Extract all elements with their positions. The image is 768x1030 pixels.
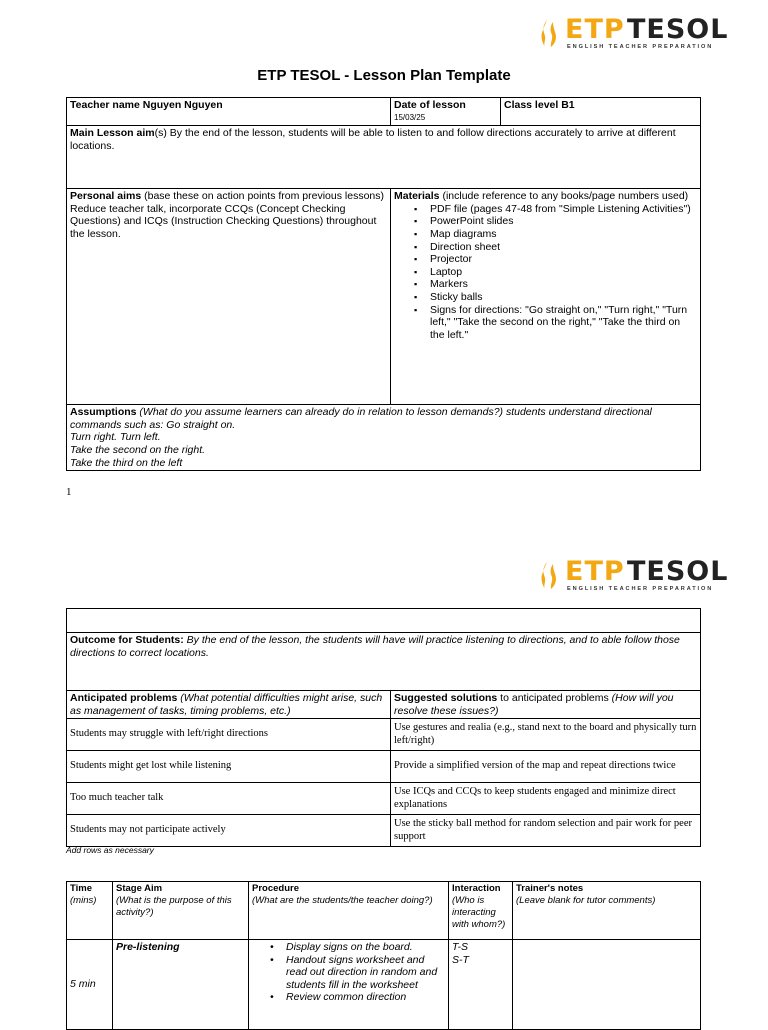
table-row bbox=[67, 783, 701, 815]
time-header bbox=[67, 882, 113, 940]
interaction-value: T-S bbox=[452, 941, 468, 953]
class-level-cell bbox=[501, 98, 701, 126]
etp-tesol-logo bbox=[541, 556, 729, 592]
personal-aims-note: (base these on action points from previous lessons) bbox=[141, 190, 384, 203]
problems-label: Anticipated problems bbox=[70, 692, 178, 704]
outcome-table bbox=[66, 608, 701, 847]
interaction-header-label: Interaction bbox=[452, 883, 501, 894]
blank-header-cell bbox=[67, 609, 701, 633]
interaction-header bbox=[449, 882, 513, 940]
materials-list bbox=[394, 203, 697, 342]
date-value: 15/03/25 bbox=[394, 112, 426, 122]
list-item: ▪ PowerPoint slides bbox=[394, 215, 697, 228]
problems-header bbox=[67, 691, 391, 719]
class-level-value: B1 bbox=[558, 99, 575, 111]
main-aim-cell bbox=[67, 126, 701, 189]
trainer-notes-header bbox=[513, 882, 701, 940]
flame-icon bbox=[541, 18, 561, 48]
main-aim-text: (s) By the end of the lesson, students will be able to listen to and follow directions accurately to arrive at different locations. bbox=[70, 127, 676, 152]
problem-cell: Students might get lost while listening bbox=[67, 751, 391, 783]
list-item: • Display signs on the board. bbox=[252, 941, 445, 954]
solution-cell: Use the sticky ball method for random selection and pair work for peer support bbox=[391, 815, 701, 847]
problems-note: (What potential difficulties might arise, such as management of tasks, timing problems, etc.) bbox=[70, 692, 383, 717]
teacher-name-label: Teacher name bbox=[70, 99, 140, 111]
logo-brand-left: ETP bbox=[565, 14, 625, 45]
assumptions-label: Assumptions bbox=[70, 406, 137, 419]
problem-cell: Too much teacher talk bbox=[67, 783, 391, 815]
list-item: ▪ Sticky balls bbox=[394, 291, 697, 304]
procedure-header bbox=[249, 882, 449, 940]
interaction-header-note: (Who is interacting with whom?) bbox=[452, 895, 506, 930]
list-item: ▪ Direction sheet bbox=[394, 241, 697, 254]
stage-cell: Pre-listening bbox=[113, 940, 249, 1030]
logo-brand-right: TESOL bbox=[627, 556, 729, 587]
solution-cell: Provide a simplified version of the map and repeat directions twice bbox=[391, 751, 701, 783]
materials-cell bbox=[391, 189, 701, 405]
list-item: ▪ Markers bbox=[394, 278, 697, 291]
list-item: ▪ Signs for directions: "Go straight on," "Turn right," "Turn left," "Take the second on the right," "Take the third on the left." bbox=[394, 304, 697, 342]
assumptions-cell bbox=[67, 405, 701, 471]
date-label: Date of lesson bbox=[394, 99, 466, 111]
interaction-value: S-T bbox=[452, 953, 469, 966]
assumptions-line: Turn right. Turn left. bbox=[70, 431, 161, 444]
personal-aims-cell bbox=[67, 189, 391, 405]
logo-brand-right: TESOL bbox=[627, 14, 729, 45]
solution-cell: Use gestures and realia (e.g., stand next to the board and physically turn left/right) bbox=[391, 719, 701, 751]
solutions-note: (How will you resolve these issues?) bbox=[394, 692, 674, 717]
assumptions-line: Take the second on the right. bbox=[70, 443, 206, 456]
assumptions-text: (What do you assume learners can already do in relation to lesson demands?) students understand directional commands such as: Go straight on. bbox=[70, 406, 652, 431]
logo-tagline: ENGLISH TEACHER PREPARATION bbox=[567, 586, 714, 592]
solutions-mid: to anticipated problems bbox=[497, 692, 612, 704]
list-item: ▪ Projector bbox=[394, 253, 697, 266]
solutions-label: Suggested solutions bbox=[394, 692, 498, 704]
class-level-label: Class level bbox=[504, 99, 559, 111]
trainer-notes-note: (Leave blank for tutor comments) bbox=[516, 895, 656, 906]
table-row bbox=[67, 719, 701, 751]
stage-header-note: (What is the purpose of this activity?) bbox=[116, 895, 232, 918]
solutions-header bbox=[391, 691, 701, 719]
table-row bbox=[67, 815, 701, 847]
document-title: ETP TESOL - Lesson Plan Template bbox=[257, 67, 511, 84]
table-row bbox=[67, 751, 701, 783]
procedure-cell bbox=[249, 940, 449, 1030]
trainer-notes-cell bbox=[513, 940, 701, 1030]
assumptions-line: Take the third on the left bbox=[70, 456, 183, 469]
materials-label: Materials bbox=[394, 190, 440, 203]
stage-header-label: Stage Aim bbox=[116, 883, 163, 894]
etp-tesol-logo bbox=[541, 14, 729, 50]
list-item: • Handout signs worksheet and read out direction in random and students fill in the worksheet bbox=[252, 954, 445, 992]
logo-tagline: ENGLISH TEACHER PREPARATION bbox=[567, 44, 714, 50]
list-item: • Review common direction bbox=[252, 991, 445, 1004]
teacher-name-cell bbox=[67, 98, 391, 126]
add-rows-note: Add rows as necessary bbox=[66, 845, 154, 855]
main-aim-label: Main Lesson aim bbox=[70, 127, 155, 140]
list-item: ▪ Map diagrams bbox=[394, 228, 697, 241]
time-header-note: (mins) bbox=[70, 895, 97, 906]
teacher-name-value: Nguyen Nguyen bbox=[139, 99, 223, 111]
procedure-header-label: Procedure bbox=[252, 883, 299, 894]
personal-aims-text: Reduce teacher talk, incorporate CCQs (Concept Checking Questions) and ICQs (Instruction Checking Questions) throughout the lesson. bbox=[70, 202, 377, 240]
solution-cell: Use ICQs and CCQs to keep students engaged and minimize direct explanations bbox=[391, 783, 701, 815]
procedure-table bbox=[66, 881, 701, 1030]
table-row bbox=[67, 940, 701, 1030]
trainer-notes-label: Trainer's notes bbox=[516, 883, 584, 894]
outcome-text: By the end of the lesson, the students will have will practice listening to directions, and to able follow those directions to correct locations. bbox=[70, 634, 680, 659]
date-cell bbox=[391, 98, 501, 126]
problem-cell: Students may not participate actively bbox=[67, 815, 391, 847]
logo-brand-left: ETP bbox=[565, 556, 625, 587]
problem-cell: Students may struggle with left/right directions bbox=[67, 719, 391, 751]
time-header-label: Time bbox=[70, 883, 93, 894]
materials-note: (include reference to any books/page numbers used) bbox=[439, 190, 689, 203]
procedure-steps bbox=[252, 941, 445, 1004]
personal-aims-label: Personal aims bbox=[70, 190, 142, 203]
list-item: ▪ Laptop bbox=[394, 266, 697, 279]
outcome-label: Outcome for Students: bbox=[70, 634, 184, 646]
flame-icon bbox=[541, 560, 561, 590]
outcome-cell bbox=[67, 633, 701, 691]
page-number: 1 bbox=[66, 486, 72, 498]
interaction-cell bbox=[449, 940, 513, 1030]
stage-header bbox=[113, 882, 249, 940]
lesson-info-table bbox=[66, 97, 701, 471]
list-item: ▪ PDF file (pages 47-48 from "Simple Listening Activities") bbox=[394, 203, 697, 216]
procedure-header-note: (What are the students/the teacher doing?) bbox=[252, 895, 433, 906]
time-cell: 5 min bbox=[67, 940, 113, 1030]
